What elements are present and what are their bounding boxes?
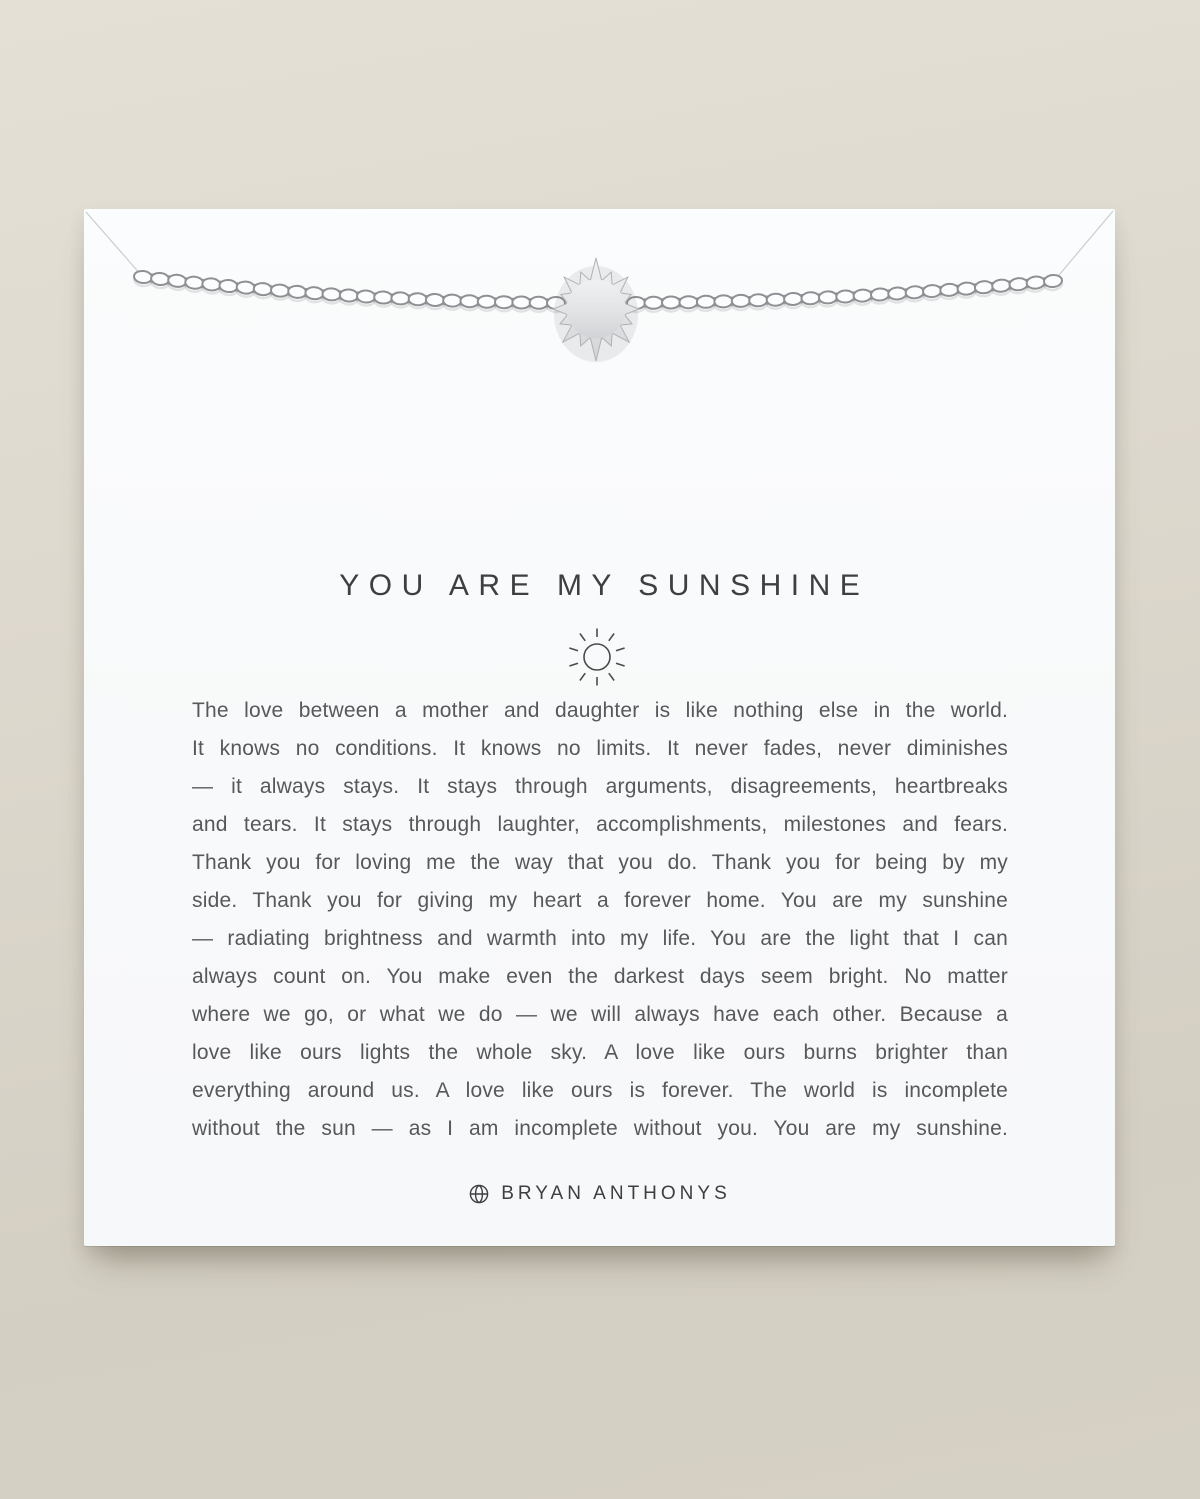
message-line: side. Thank you for giving my heart a forever home. You are my sunshine: [192, 889, 1008, 912]
card-title-text: YOU ARE MY SUNSHINE: [339, 569, 870, 602]
message-line: everything around us. A love like ours is forever. The world is incomplete: [192, 1079, 1008, 1102]
message-line: always count on. You make even the darkest days seem bright. No matter: [192, 965, 1008, 988]
message-line: where we go, or what we do — we will always have each other. Because a: [192, 1003, 1008, 1026]
sun-icon: [567, 627, 627, 687]
brand-name: BRYAN ANTHONYS: [501, 1183, 731, 1204]
card-title: [84, 569, 1115, 603]
message-line: and tears. It stays through laughter, accomplishments, milestones and fears.: [192, 813, 1008, 836]
message-line: Thank you for loving me the way that you do. Thank you for being by my: [192, 851, 1008, 874]
message-line: without the sun — as I am incomplete without you. You are my sunshine.: [192, 1117, 1008, 1140]
message-line: It knows no conditions. It knows no limits. It never fades, never diminishes: [192, 737, 1008, 760]
message-line: love like ours lights the whole sky. A love like ours burns brighter than: [192, 1041, 1008, 1064]
card-message: [192, 692, 1008, 1148]
globe-circle-icon: [468, 1183, 490, 1205]
message-line: — radiating brightness and warmth into my life. You are the light that I can: [192, 927, 1008, 950]
message-line: The love between a mother and daughter is like nothing else in the world.: [192, 699, 1008, 722]
brand-logo: [84, 1183, 1115, 1205]
message-line: — it always stays. It stays through arguments, disagreements, heartbreaks: [192, 775, 1008, 798]
